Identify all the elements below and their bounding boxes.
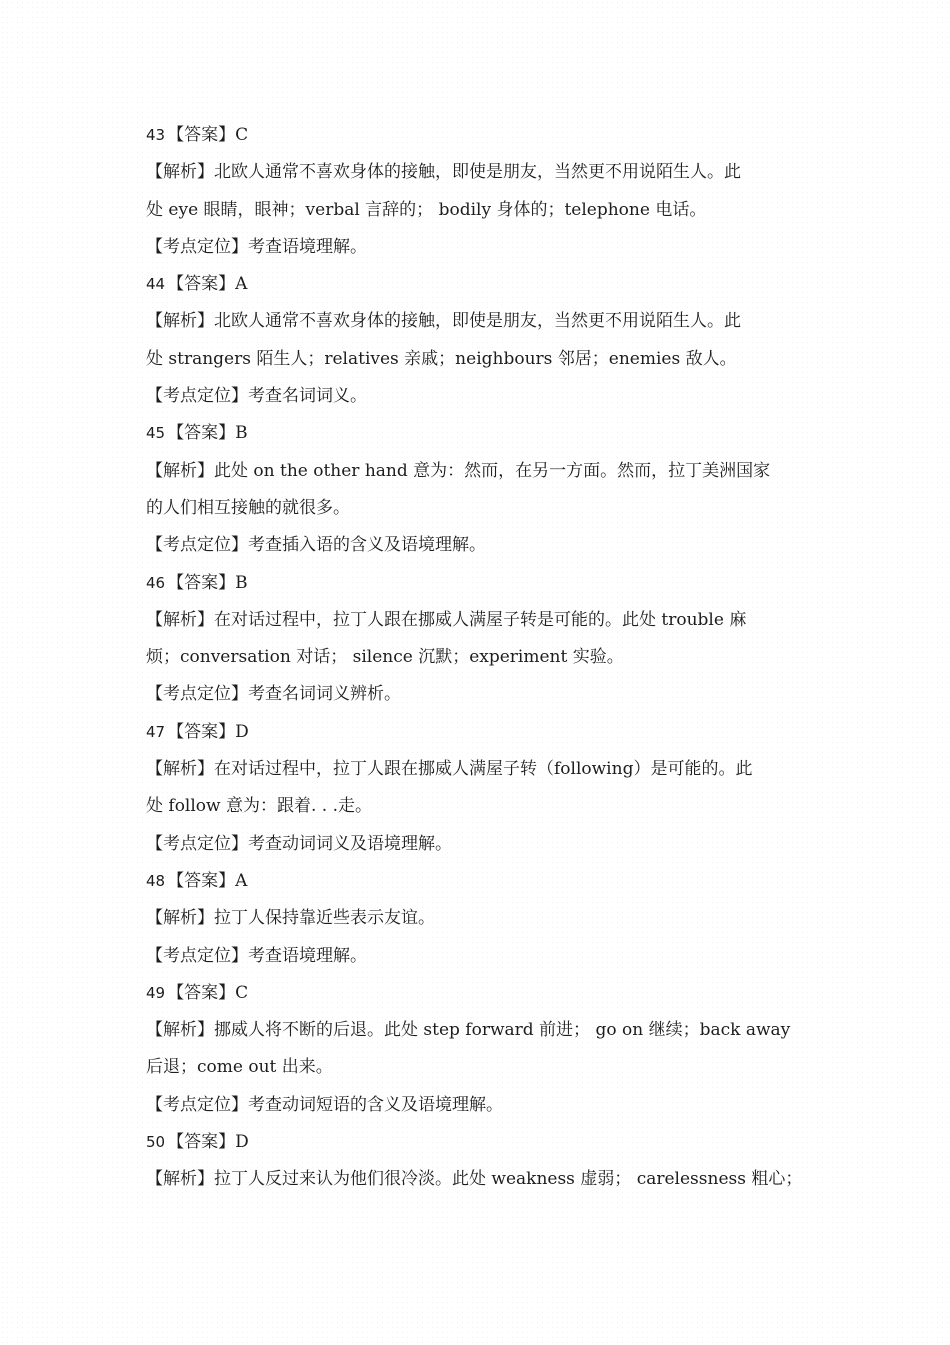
analysis-line: 【解析】挪威人将不断的后退。此处 step forward 前进； go on 继续；back away [146,1020,791,1041]
question-number: 49 [146,983,166,1002]
exam-point-line: 【考点定位】考查语境理解。 [146,945,367,966]
answer-line [146,1124,810,1161]
question-number: 46 [146,573,166,592]
analysis-line: 处 eye 眼睛，眼神；verbal 言辞的； bodily 身体的；telephone 电话。 [146,199,707,220]
analysis-line: 【解析】北欧人通常不喜欢身体的接触，即使是朋友，当然更不用说陌生人。此 [146,311,741,332]
analysis-line: 处 strangers 陌生人；relatives 亲戚；neighbours 邻居；enemies 敌人。 [146,348,737,369]
answer-line [146,415,810,452]
analysis-line: 的人们相互接触的就很多。 [146,497,350,518]
analysis-line: 【解析】在对话过程中，拉丁人跟在挪威人满屋子转是可能的。此处 trouble 麻 [146,609,747,630]
answer-text: 【答案】C [167,982,249,1003]
answer-text: 【答案】B [167,423,248,444]
answer-line [146,863,810,900]
analysis-line: 处 follow 意为：跟着. . .走。 [146,796,373,817]
exam-point-line: 【考点定位】考查动词词义及语境理解。 [146,833,452,854]
question-number: 50 [146,1133,166,1152]
answer-line [146,117,810,154]
answer-explanations [146,117,810,1199]
analysis-line: 后退；come out 出来。 [146,1057,333,1078]
answer-text: 【答案】A [167,274,248,295]
question-number: 45 [146,424,166,443]
answer-text: 【答案】D [167,721,249,742]
question-number: 44 [146,275,166,294]
exam-point-line: 【考点定位】考查名词词义。 [146,386,367,407]
analysis-line: 【解析】拉丁人反过来认为他们很冷淡。此处 weakness 虚弱； carelessness 粗心； [146,1169,803,1190]
answer-text: 【答案】A [167,870,248,891]
answer-line [146,975,810,1012]
analysis-line: 【解析】在对话过程中，拉丁人跟在挪威人满屋子转（following）是可能的。此 [146,759,753,780]
question-number: 48 [146,871,166,890]
analysis-line: 【解析】拉丁人保持靠近些表示友谊。 [146,908,435,929]
analysis-line: 【解析】此处 on the other hand 意为：然而，在另一方面。然而，拉丁美洲国家 [146,460,771,481]
answer-text: 【答案】C [167,125,249,145]
exam-point-line: 【考点定位】考查插入语的含义及语境理解。 [146,535,486,556]
analysis-line: 【解析】北欧人通常不喜欢身体的接触，即使是朋友，当然更不用说陌生人。此 [146,162,741,183]
answer-line [146,714,810,751]
analysis-line: 烦；conversation 对话； silence 沉默；experiment 实验。 [146,647,624,668]
exam-point-line: 【考点定位】考查语境理解。 [146,236,367,257]
answer-line [146,266,810,303]
answer-text: 【答案】D [167,1132,249,1153]
exam-point-line: 【考点定位】考查名词词义辨析。 [146,684,401,705]
question-number: 43 [146,126,166,144]
exam-point-line: 【考点定位】考查动词短语的含义及语境理解。 [146,1094,503,1115]
question-number: 47 [146,722,166,741]
answer-line [146,565,810,602]
answer-text: 【答案】B [167,572,248,593]
